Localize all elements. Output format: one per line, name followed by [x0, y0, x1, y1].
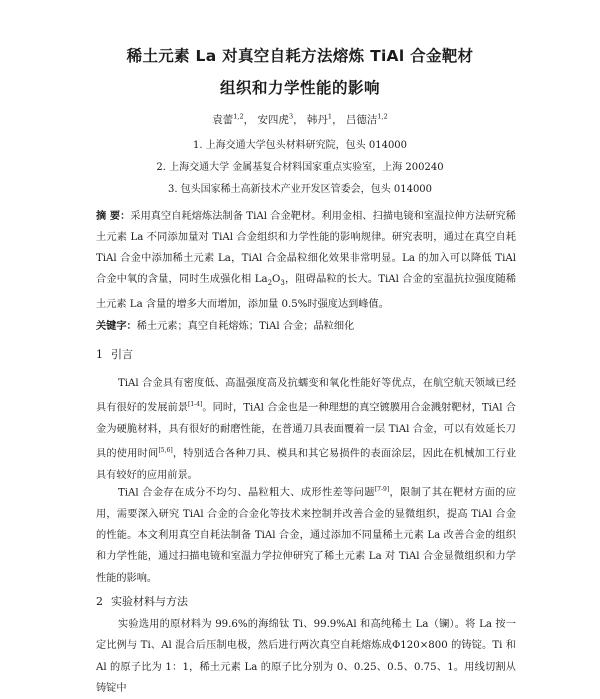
section-number: 2	[96, 595, 103, 608]
author-affiliation-mark: 3	[288, 112, 294, 121]
intro-p1-text-a: TiAl 合金具有密度低、高温强度高及抗蠕变和氧化性能好等优点，在航空航天领域已经具有很好的发展前景	[96, 378, 516, 414]
affiliation-2: 2. 上海交通大学 金属基复合材料国家重点实验室，上海 200240	[156, 162, 444, 173]
intro-p2-text-a: TiAl 合金存在成分不均匀、晶粒粗大、成形性差等问题	[118, 487, 375, 499]
paper-title-line2: 组织和力学性能的影响	[219, 79, 380, 97]
intro-paragraph-2	[96, 479, 516, 589]
affiliation-1: 1. 上海交通大学包头材料研究院，包头 014000	[192, 140, 408, 151]
author-name: 韩丹	[306, 114, 328, 126]
citation-ref: [7-9]	[374, 486, 390, 493]
intro-p1-text-b: 。同时，TiAl 合金也是一种理想的真空镀膜用合金溅射靶材，TiAl 合金为硬脆材料，具有很好的耐磨性能，在普通刀具表面覆着一层 TiAl 合金，可以有效延长刀具的使用时间	[96, 402, 516, 460]
methods-paragraph-1: 实验选用的原材料为 99.6%的海绵钛 Ti、99.9%Al 和高纯稀土 La（镧）。将 La 按一定比例与 Ti、Al 混合后压制电极，然后进行两次真空自耗熔炼成Φ120×800 的铸锭。Ti 和 Al 的原子比为 1：1，稀土元素 La 的原子比分别为 0、0.25、0.5、0.75、1。用线切割从铸锭中	[96, 619, 516, 694]
intro-p2-text-b: ，限制了其在靶材方面的应用，需要深入研究 TiAl 合金的合金化等技术来控制并改善合金的显微组织，提高 TiAl 合金的性能。本文利用真空自耗法制备 TiAl 合金，通过添加不同量稀土元素 La 改善合金的组织和力学性能，通过扫描电镜和室温力学拉伸研究了稀土元素 La 对 TiAl 合金显微组织和力学性能的影响。	[96, 487, 517, 584]
author-name: 安四虎	[257, 114, 289, 126]
section-heading-methods	[96, 593, 188, 609]
intro-p1-text-c: ，特别适合各种刀具、模具和其它易损件的表面涂层，因此在机械加工行业具有较好的应用前景。	[96, 448, 517, 481]
abstract-label: 摘 要：	[96, 211, 131, 222]
author-affiliation-mark: 1	[327, 112, 333, 121]
intro-paragraph-1	[96, 373, 516, 486]
citation-ref: [1-4]	[188, 401, 203, 409]
author-list: 袁蕾$^{1,2}$， 安四虎$^3$， 韩丹$^1$， 吕德洁$^{1,2}$	[212, 112, 388, 126]
section-number: 1	[96, 348, 103, 361]
abstract-subscript: 2	[267, 279, 273, 288]
section-title: 引言	[111, 348, 133, 361]
abstract-text-c: ，阻碍晶粒的长大。TiAl 合金的室温抗拉强度随稀土元素 La 含量的增多大而增加，添加量 0.5%时强度达到峰值。	[96, 274, 517, 311]
section-heading-intro	[96, 346, 133, 362]
citation-ref: [5,6]	[158, 447, 173, 455]
keywords	[96, 317, 516, 332]
author-name: 吕德洁	[345, 114, 378, 126]
abstract-text-a: 采用真空自耗熔炼法制备 TiAl 合金靶材。利用金相、扫描电镜和室温拉伸方法研究稀土元素 La 不同添加量对 TiAl 合金组织和力学性能的影响规律。研究表明，通过在真空自耗 TiAl 合金中添加稀土元素 La，TiAl 合金晶粒细化效果非常明显。La 的加入可以降低 TiAl 合金中氧的含量，同时生成强化相 La	[96, 211, 516, 285]
author-affiliation-mark: 1,2	[233, 112, 244, 121]
abstract-text-b: O	[272, 274, 281, 285]
keywords-text: 稀土元素；真空自耗熔炼；TiAl 合金；晶粒细化	[136, 321, 355, 332]
affiliation-3: 3. 包头国家稀土高新技术产业开发区管委会，包头 014000	[167, 184, 433, 195]
paper-title-line1: 稀土元素 La 对真空自耗方法熔炼 TiAl 合金靶材	[126, 47, 474, 65]
abstract-subscript: 3	[280, 279, 285, 288]
abstract	[96, 206, 516, 315]
author-name: 袁蕾	[212, 114, 234, 126]
keywords-label: 关键字：	[96, 321, 137, 332]
section-title: 实验材料与方法	[111, 595, 188, 608]
author-affiliation-mark: 1,2	[377, 112, 388, 121]
